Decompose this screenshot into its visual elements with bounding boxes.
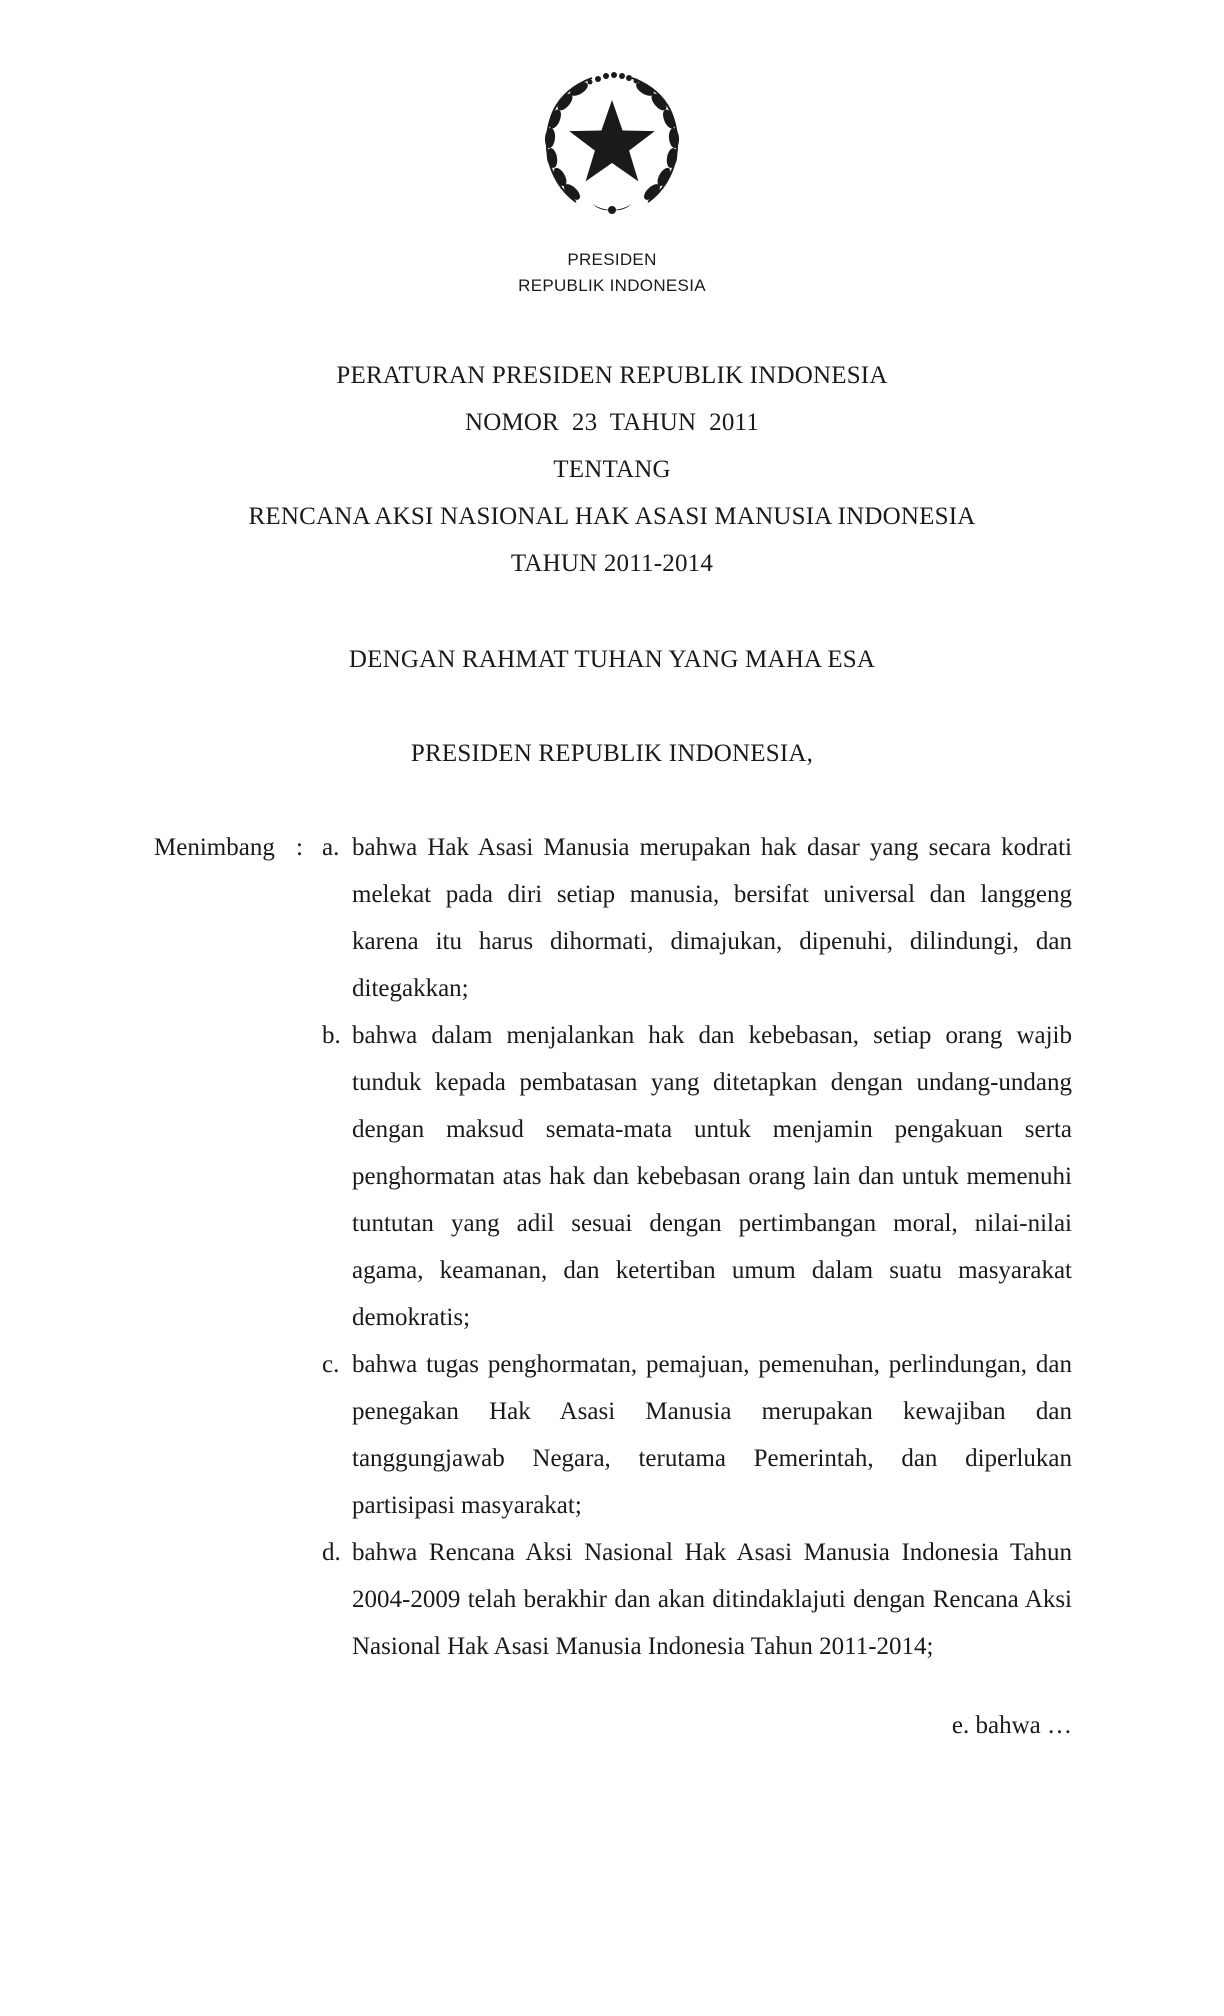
item-letter: c. bbox=[322, 1351, 340, 1378]
page-continuation: e. bahwa … bbox=[951, 1712, 1072, 1739]
regulation-subject: RENCANA AKSI NASIONAL HAK ASASI MANUSIA INDONESIA bbox=[248, 503, 976, 530]
item-text: bahwa dalam menjalankan hak dan kebebasan, setiap orang wajib tunduk kepada pembatasan yang ditetapkan dengan undang-undang dengan maksud semata-mata untuk menjamin pengakuan serta penghormatan atas hak dan kebebasan orang lain dan untuk memenuhi tuntutan yang adil sesuai dengan pertimbangan moral, nilai-nilai agama, keamanan, dan ketertiban umum dalam suatu masyarakat demokratis; bbox=[352, 1022, 1072, 1331]
list-item bbox=[322, 1012, 1072, 1341]
list-item bbox=[322, 824, 1072, 1012]
item-text: bahwa tugas penghormatan, pemajuan, pemenuhan, perlindungan, dan penegakan Hak Asasi Manusia merupakan kewajiban dan tanggungjawab Negara, terutama Pemerintah, dan diperlukan partisipasi masyarakat; bbox=[352, 1351, 1072, 1519]
regulation-about: TENTANG bbox=[553, 456, 671, 483]
item-text: bahwa Hak Asasi Manusia merupakan hak dasar yang secara kodrati melekat pada diri setiap manusia, bersifat universal dan langgeng karena itu harus dihormati, dimajukan, dipenuhi, dilindungi, dan ditegakkan; bbox=[352, 834, 1072, 1002]
considering-colon: : bbox=[296, 834, 303, 861]
list-item bbox=[322, 1341, 1072, 1529]
garuda-star-wreath-emblem-icon bbox=[536, 70, 688, 222]
item-letter: a. bbox=[322, 834, 340, 861]
regulation-period: TAHUN 2011-2014 bbox=[510, 550, 714, 577]
item-text: bahwa Rencana Aksi Nasional Hak Asasi Manusia Indonesia Tahun 2004-2009 telah berakhir dan akan ditindaklajuti dengan Rencana Aksi Nasional Hak Asasi Manusia Indonesia Tahun 2011-2014; bbox=[352, 1539, 1072, 1660]
list-item bbox=[322, 1529, 1072, 1670]
item-letter: b. bbox=[322, 1022, 341, 1049]
header-republic: REPUBLIK INDONESIA bbox=[518, 276, 706, 295]
president-line: PRESIDEN REPUBLIK INDONESIA, bbox=[410, 740, 814, 767]
header-president: PRESIDEN bbox=[567, 250, 657, 269]
regulation-title: PERATURAN PRESIDEN REPUBLIK INDONESIA bbox=[336, 362, 888, 389]
blessing-line: DENGAN RAHMAT TUHAN YANG MAHA ESA bbox=[348, 646, 876, 673]
considering-label: Menimbang bbox=[154, 834, 275, 861]
item-letter: d. bbox=[322, 1539, 341, 1566]
regulation-number: NOMOR 23 TAHUN 2011 bbox=[464, 409, 760, 436]
